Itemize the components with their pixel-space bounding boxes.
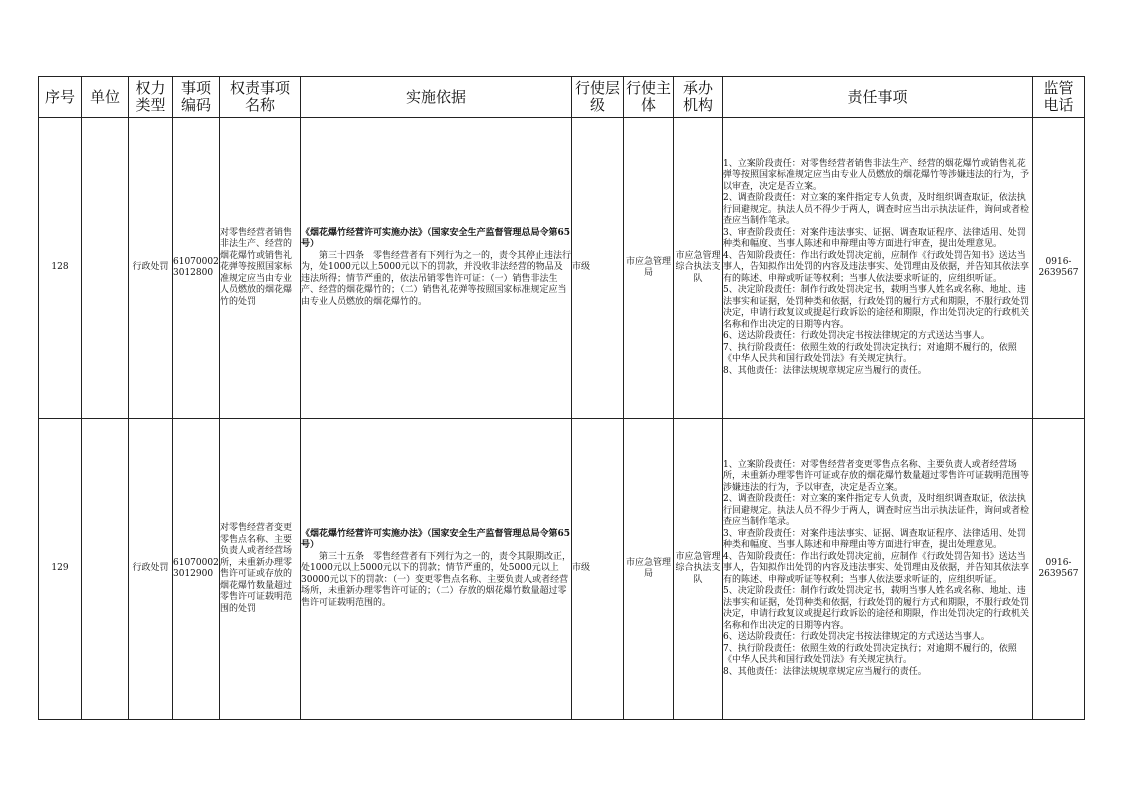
duty-item: 4、告知阶段责任：作出行政处罚决定前，应制作《行政处罚告知书》送达当事人，告知拟作出处罚的内容及违法事实、处罚理由及依据，并告知其依法享有的陈述、申辩或听证等权利；当事人依法要求听证的，应组织听证。 bbox=[723, 250, 1030, 284]
duty-item: 8、其他责任：法律法规规章规定应当履行的责任。 bbox=[723, 666, 927, 677]
col-header-phone: 监管 电话 bbox=[1033, 77, 1085, 118]
duty-item: 3、审查阶段责任：对案件违法事实、证据、调查取证程序、法律适用、处罚种类和幅度、当事人陈述和申辩理由等方面进行审查，提出处理意见。 bbox=[723, 227, 1026, 250]
cell-seq: 129 bbox=[39, 419, 82, 720]
table-row bbox=[39, 118, 1085, 419]
duty-item: 6、送达阶段责任：行政处罚决定书按法律规定的方式送达当事人。 bbox=[723, 331, 990, 342]
duty-item: 2、调查阶段责任：对立案的案件指定专人负责，及时组织调查取证，依法执行回避规定。执法人员不得少于两人，调查时应当出示执法证件，询问或者检查应当制作笔录。 bbox=[723, 494, 1030, 528]
cell-subject: 市应急管理局 bbox=[624, 118, 674, 419]
col-header-level: 行使层 级 bbox=[572, 77, 624, 118]
cell-name: 对零售经营者销售非法生产、经营的烟花爆竹或销售礼花弹等按照国家标准规定应当由专业人员燃放的烟花爆竹的处罚 bbox=[220, 118, 301, 419]
basis-text: 第三十四条 零售经营者有下列行为之一的，责令其停止违法行为，处1000元以上5000元以下的罚款，并没收非法经营的物品及违法所得；情节严重的，依法吊销零售许可证：（一）销售非法生产、经营的烟花爆竹的；（二）销售礼花弹等按照国家标准规定应当由专业人员燃放的烟花爆竹的。 bbox=[301, 250, 572, 307]
cell-unit bbox=[82, 118, 129, 419]
cell-basis bbox=[301, 118, 572, 419]
col-header-unit: 单位 bbox=[82, 77, 129, 118]
cell-code: 61070002 3012900 bbox=[173, 419, 220, 720]
cell-seq: 128 bbox=[39, 118, 82, 419]
cell-org: 市应急管理综合执法支队 bbox=[674, 118, 723, 419]
duty-item: 2、调查阶段责任：对立案的案件指定专人负责，及时组织调查取证，依法执行回避规定。执法人员不得少于两人，调查时应当出示执法证件，询问或者检查应当制作笔录。 bbox=[723, 193, 1030, 227]
duty-item: 1、立案阶段责任：对零售经营者销售非法生产、经营的烟花爆竹或销售礼花弹等按照国家标准规定应当由专业人员燃放的烟花爆竹等涉嫌违法的行为，予以审查，决定是否立案。 bbox=[723, 158, 1030, 192]
col-header-basis: 实施依据 bbox=[301, 77, 572, 118]
duty-item: 1、立案阶段责任：对零售经营者变更零售点名称、主要负责人或者经营场所，未重新办理零售许可证或存放的烟花爆竹数量超过零售许可证载明范围等涉嫌违法的行为，予以审查，决定是否立案。 bbox=[723, 459, 1030, 493]
cell-power-type: 行政处罚 bbox=[129, 118, 173, 419]
col-header-power-type: 权力 类型 bbox=[129, 77, 173, 118]
col-header-subject: 行使主 体 bbox=[624, 77, 674, 118]
cell-level: 市级 bbox=[572, 419, 624, 720]
col-header-org: 承办 机构 bbox=[674, 77, 723, 118]
cell-org: 市应急管理综合执法支队 bbox=[674, 419, 723, 720]
cell-code: 61070002 3012800 bbox=[173, 118, 220, 419]
cell-subject: 市应急管理局 bbox=[624, 419, 674, 720]
cell-phone: 0916- 2639567 bbox=[1033, 118, 1085, 419]
duty-item: 6、送达阶段责任：行政处罚决定书按法律规定的方式送达当事人。 bbox=[723, 632, 990, 643]
cell-phone: 0916- 2639567 bbox=[1033, 419, 1085, 720]
duty-item: 5、决定阶段责任：制作行政处罚决定书，载明当事人姓名或名称、地址、违法事实和证据，处罚种类和依据，行政处罚的履行方式和期限，不服行政处罚决定，申请行政复议或提起行政诉讼的途径和期限，作出处罚决定的行政机关名称和作出决定的日期等内容。 bbox=[723, 285, 1030, 330]
basis-title: 《烟花爆竹经营许可实施办法》（国家安全生产监督管理总局令第65号） bbox=[301, 528, 571, 551]
cell-duty bbox=[723, 419, 1033, 720]
duty-item: 7、执行阶段责任：依照生效的行政处罚决定执行；对逾期不履行的，依照《中华人民共和国行政处罚法》有关规定执行。 bbox=[723, 342, 1017, 365]
cell-duty bbox=[723, 118, 1033, 419]
table-row bbox=[39, 419, 1085, 720]
col-header-code: 事项 编码 bbox=[173, 77, 220, 118]
cell-unit bbox=[82, 419, 129, 720]
duty-item: 4、告知阶段责任：作出行政处罚决定前，应制作《行政处罚告知书》送达当事人，告知拟作出处罚的内容及违法事实、处罚理由及依据，并告知其依法享有的陈述、申辩或听证等权利；当事人依法要求听证的，应组织听证。 bbox=[723, 551, 1030, 585]
header-row bbox=[39, 77, 1085, 118]
basis-text: 第三十五条 零售经营者有下列行为之一的，责令其限期改正，处1000元以上5000元以下的罚款；情节严重的，处5000元以上30000元以下的罚款：（一）变更零售点名称、主要负责人或者经营场所，未重新办理零售许可证的；（二）存放的烟花爆竹数量超过零售许可证载明范围的。 bbox=[301, 551, 572, 608]
col-header-name: 权责事项 名称 bbox=[220, 77, 301, 118]
duty-item: 3、审查阶段责任：对案件违法事实、证据、调查取证程序、法律适用、处罚种类和幅度、当事人陈述和申辩理由等方面进行审查，提出处理意见。 bbox=[723, 528, 1026, 551]
cell-power-type: 行政处罚 bbox=[129, 419, 173, 720]
authority-list-table bbox=[38, 76, 1085, 720]
duty-item: 8、其他责任：法律法规规章规定应当履行的责任。 bbox=[723, 365, 927, 376]
duty-item: 5、决定阶段责任：制作行政处罚决定书，载明当事人姓名或名称、地址、违法事实和证据，处罚种类和依据，行政处罚的履行方式和期限，不服行政处罚决定，申请行政复议或提起行政诉讼的途径和期限，作出处罚决定的行政机关名称和作出决定的日期等内容。 bbox=[723, 586, 1030, 631]
cell-basis bbox=[301, 419, 572, 720]
col-header-seq: 序号 bbox=[39, 77, 82, 118]
col-header-duty: 责任事项 bbox=[723, 77, 1033, 118]
basis-title: 《烟花爆竹经营许可实施办法》（国家安全生产监督管理总局令第65号） bbox=[301, 227, 571, 250]
duty-item: 7、执行阶段责任：依照生效的行政处罚决定执行；对逾期不履行的，依照《中华人民共和国行政处罚法》有关规定执行。 bbox=[723, 643, 1017, 666]
cell-level: 市级 bbox=[572, 118, 624, 419]
cell-name: 对零售经营者变更零售点名称、主要负责人或者经营场所，未重新办理零售许可证或存放的烟花爆竹数量超过零售许可证载明范围的处罚 bbox=[220, 419, 301, 720]
